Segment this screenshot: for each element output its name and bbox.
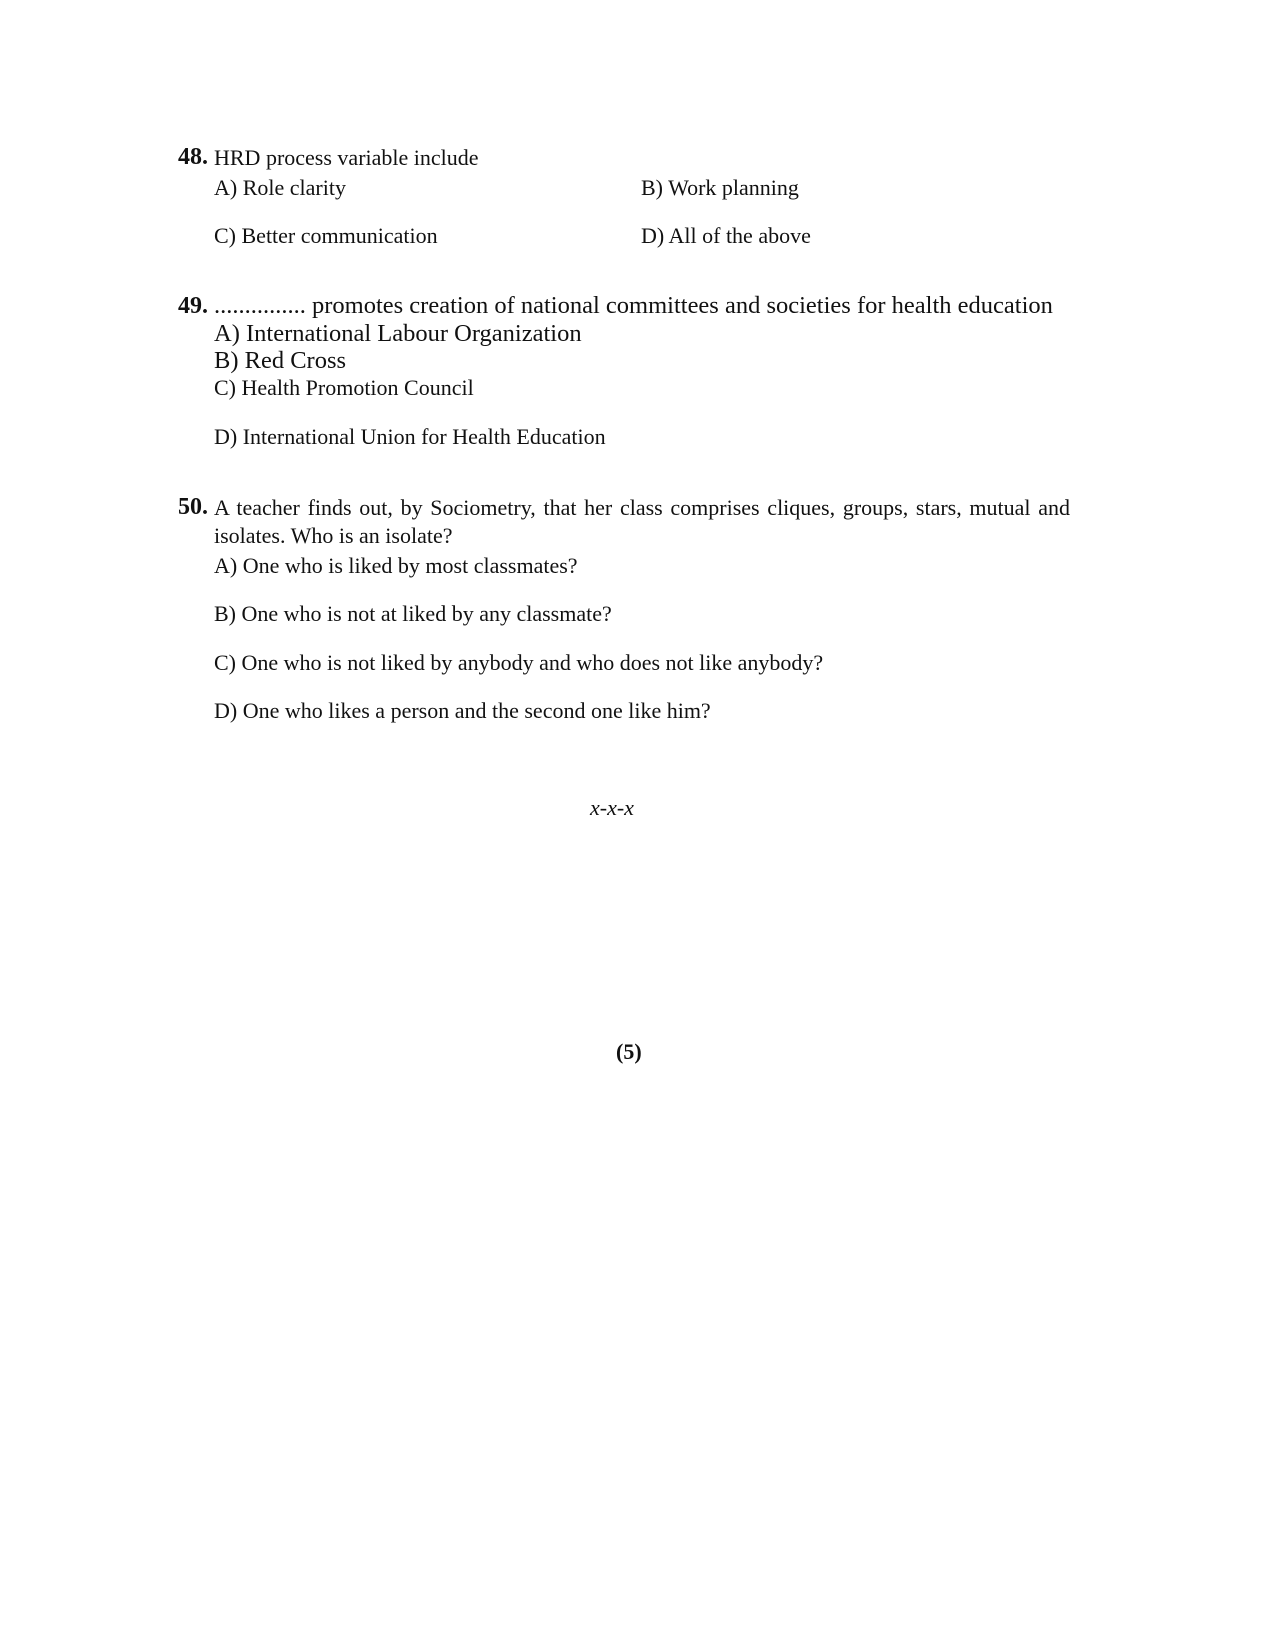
end-marker: x-x-x — [590, 795, 634, 820]
question-text: HRD process variable include — [214, 145, 479, 170]
option-d: D) One who likes a person and the second one like him? — [214, 698, 711, 723]
question-number: 48. — [178, 144, 208, 170]
option-b: B) Work planning — [641, 175, 799, 200]
option-d: D) International Union for Health Education — [214, 424, 606, 449]
option-d: D) All of the above — [641, 223, 811, 248]
option-b: B) Red Cross — [214, 347, 347, 374]
page-number: (5) — [616, 1039, 642, 1064]
question-text-line-1: A teacher finds out, by Sociometry, that her class comprises cliques, groups, stars, mutual and — [214, 495, 1070, 520]
option-c: C) One who is not liked by anybody and who does not like anybody? — [214, 650, 824, 675]
option-b: B) One who is not at liked by any classmate? — [214, 601, 612, 626]
option-a: A) International Labour Organization — [214, 320, 582, 347]
option-c: C) Better communication — [214, 223, 438, 248]
option-a: A) Role clarity — [214, 175, 346, 200]
option-c: C) Health Promotion Council — [214, 375, 474, 400]
question-text: ............... promotes creation of national committees and societies for health education — [214, 292, 1053, 319]
question-number: 49. — [178, 293, 208, 319]
question-number: 50. — [178, 494, 208, 520]
option-a: A) One who is liked by most classmates? — [214, 553, 578, 578]
question-text-line-2: isolates. Who is an isolate? — [214, 523, 453, 548]
